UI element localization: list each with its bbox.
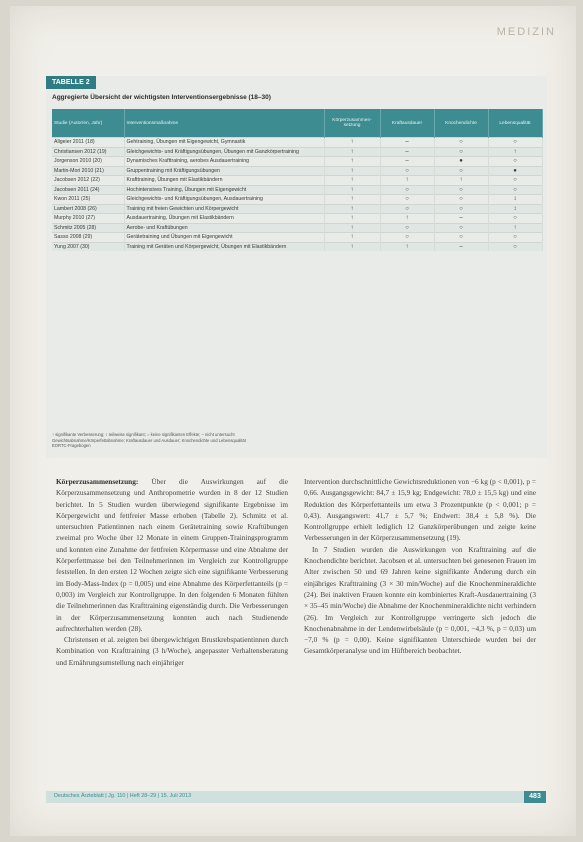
- result-cell: ↑: [324, 233, 380, 243]
- result-cell: ○: [488, 176, 542, 186]
- intervention-cell: Aerobe- und Kraftübungen: [124, 223, 324, 233]
- study-cell: Schmitz 2005 (28): [52, 223, 124, 233]
- table-label: TABELLE 2: [46, 76, 96, 89]
- footer-bar: [46, 791, 546, 803]
- paragraph: [304, 544, 536, 657]
- run-in-heading: Körperzusammensetzung:: [56, 477, 139, 486]
- paragraph: [56, 476, 288, 634]
- column-header: Knochendichte: [434, 109, 488, 138]
- result-cell: ↑: [380, 176, 434, 186]
- result-cell: –: [434, 242, 488, 251]
- paragraph-text: Christensen et al. zeigten bei übergewichtigen Brustkrebspatientinnen durch Kombination von Krafttraining (3 h/Woche), angepasster Verhaltensberatung und Ernährungsumstellung nach einjähriger: [56, 635, 288, 667]
- result-cell: –: [380, 147, 434, 157]
- result-cell: ○: [488, 138, 542, 148]
- study-cell: Kwon 2011 (25): [52, 195, 124, 205]
- intervention-cell: Gleichgewichts- und Kräftigungsübungen, Übungen mit Ganzkörpertraining: [124, 147, 324, 157]
- study-cell: Lambert 2008 (26): [52, 204, 124, 214]
- table-row: [52, 195, 542, 205]
- column-header: Kraftausdauer: [380, 109, 434, 138]
- result-cell: ●: [488, 166, 542, 176]
- column-header: Körperzusammen-setzung: [324, 109, 380, 138]
- study-cell: Jacobsen 2011 (24): [52, 185, 124, 195]
- intervention-cell: Ausdauertraining, Übungen mit Elastikbändern: [124, 214, 324, 224]
- result-cell: ↑: [380, 242, 434, 251]
- paragraph-text: Intervention durchschnittliche Gewichtsreduktionen von −6 kg (p < 0,001), p = 0,66. Ausgangsgewicht: 84,7 ± 15,9 kg; Endgewicht: 78,0 ± 15,5 kg) und eine Reduktion des Körperfettanteils um etwa 3 Prozentpunkte (p < 0,001; p = 0,43). Ausgangswert: 41,7 ± 5,7 %; Endwert: 38,4 ± 5,8 %). Die Kontrollgruppe erhielt lediglich 12 Ganzkörperübungen und zeigte keine Verbesserungen in der Körperzusammensetzung (19).: [304, 477, 536, 543]
- result-cell: ●: [434, 157, 488, 167]
- table-panel: [46, 76, 547, 458]
- table-row: [52, 185, 542, 195]
- table-body: [52, 138, 542, 252]
- footer-citation: Deutsches Ärzteblatt | Jg. 110 | Heft 28–29 | 15. Juli 2013: [54, 793, 192, 799]
- result-cell: ○: [488, 242, 542, 251]
- table-row: [52, 147, 542, 157]
- study-cell: Allgeier 2011 (18): [52, 138, 124, 148]
- column-header: Interventionsmaßnahme: [124, 109, 324, 138]
- table-row: [52, 242, 542, 251]
- legend-line: Gewichtsabnahme/Körperfettabnahme; Kraftausdauer und Ausdauer; Knochendichte und Lebensqualität: [52, 437, 246, 443]
- table-row: [52, 166, 542, 176]
- result-cell: ↑: [324, 195, 380, 205]
- table-row: [52, 214, 542, 224]
- result-cell: ○: [380, 195, 434, 205]
- result-cell: ○: [380, 185, 434, 195]
- paragraph: [304, 476, 536, 544]
- study-cell: Yung 2007 (30): [52, 242, 124, 251]
- result-cell: –: [380, 157, 434, 167]
- result-cell: ↕: [488, 195, 542, 205]
- result-cell: ○: [380, 233, 434, 243]
- result-cell: ↑: [324, 138, 380, 148]
- page-number: 483: [524, 791, 546, 803]
- intervention-cell: Gerätetraining und Übungen mit Eigengewicht: [124, 233, 324, 243]
- column-header: Lebensqualität: [488, 109, 542, 138]
- result-cell: ○: [434, 185, 488, 195]
- result-cell: –: [380, 138, 434, 148]
- study-cell: Sasso 2008 (29): [52, 233, 124, 243]
- legend-line: ↑ signifikante Verbesserung; ↕ teilweise signifikant; ○ keine signifikanten Effekte; – nicht untersucht: [52, 432, 235, 437]
- result-cell: ○: [434, 195, 488, 205]
- result-cell: ○: [380, 166, 434, 176]
- paragraph-text: Über die Auswirkungen auf die Körperzusammensetzung und Anthropometrie wurden in 8 der 12 Studien berichtet. In 5 Studien wurden überwiegend signifikante Ergebnisse im Körpergewicht und fettfreier Masse erhoben (Tabelle 2). Schmitz et al. untersuchten Patientinnen nach einem Gerätetraining sowie Kraftübungen zweimal pro Woche über 12 Monate in einem Gruppen-Trainingsprogramm und konnten eine Zunahme der fettfreien Körpermasse und eine Abnahme der Körperfettmasse bei den Teilnehmerinnen im Vergleich zur Kontrollgruppe feststellen. In den ersten 12 Wochen zeigte sich eine signifikante Verbesserung im Body-Mass-Index (p = 0,005) und eine Abnahme des Körperfettanteils (p = 0,003) im Vergleich zur Kontrollgruppe. In den folgenden 6 Monaten fühlten die Teilnehmerinnen das Krafttraining eigenständig durch. Die Verbesserungen in der Körperzusammensetzung konnten auch nach Studienende aufrechterhalten werden (28).: [56, 477, 288, 633]
- study-cell: Jorgenson 2010 (20): [52, 157, 124, 167]
- result-cell: ↑: [324, 204, 380, 214]
- legend-line: EORTC-Fragebogen: [52, 443, 91, 449]
- intervention-cell: Gehtraining, Übungen mit Eigengewicht, Gymnastik: [124, 138, 324, 148]
- result-cell: ↑: [324, 223, 380, 233]
- result-cell: ↑: [324, 214, 380, 224]
- study-cell: Christiansen 2012 (19): [52, 147, 124, 157]
- intervention-cell: Training mit freien Gewichten und Körpergewicht: [124, 204, 324, 214]
- study-cell: Martin-Mori 2010 (21): [52, 166, 124, 176]
- result-cell: ↑: [488, 223, 542, 233]
- intervention-cell: Dynamisches Krafttraining, aerobes Ausdauertraining: [124, 157, 324, 167]
- text-column-right: [304, 476, 536, 657]
- result-cell: ○: [434, 166, 488, 176]
- result-cell: ○: [380, 204, 434, 214]
- result-cell: ○: [434, 138, 488, 148]
- column-header: Studie (Autor/en, Jahr): [52, 109, 124, 138]
- text-column-left: [56, 476, 288, 668]
- table-caption: Aggregierte Übersicht der wichtigsten Interventionsergebnisse (18–30): [52, 94, 271, 101]
- document-page: [10, 6, 576, 836]
- table-row: [52, 138, 542, 148]
- table-header-row: [52, 109, 542, 138]
- result-cell: ○: [434, 147, 488, 157]
- result-cell: ↑: [324, 166, 380, 176]
- result-cell: ○: [434, 204, 488, 214]
- result-cell: ○: [488, 185, 542, 195]
- table-row: [52, 157, 542, 167]
- table-row: [52, 223, 542, 233]
- result-cell: ↑: [434, 176, 488, 186]
- result-cell: ↕: [488, 204, 542, 214]
- study-cell: Jacobsen 2012 (22): [52, 176, 124, 186]
- result-cell: ↑: [324, 242, 380, 251]
- result-cell: ○: [380, 223, 434, 233]
- paragraph: [56, 634, 288, 668]
- intervention-cell: Hochintensives Training, Übungen mit Eigengewicht: [124, 185, 324, 195]
- running-title: MEDIZIN: [496, 26, 556, 38]
- result-cell: ↑: [324, 176, 380, 186]
- result-cell: ↑: [488, 147, 542, 157]
- paragraph-text: In 7 Studien wurden die Auswirkungen von Krafttraining auf die Knochendichte berichtet. Jacobsen et al. untersuchten bei genesenen Frauen im Alter zwischen 50 und 69 Jahren keine signifikante Änderung durch ein einjähriges Krafttraining (3 × 30 min/Woche) auf die Knochenmineraldichte (24). Bei inaktiven Frauen konnte ein kombiniertes Kraft-Ausdauertraining (3 × 35–45 min/Woche) die Abnahme der Knochenmineraldichte nicht verhindern (26). Im Vergleich zur Kontrollgruppe verringerte sich jedoch die Knochenabnahme in der Lendenwirbelsäule (p = 0,001, −4,3 %, p = 0,03) um −7,0 % (p = 0,00). Keine signifikanten Unterschiede wurden bei der Gesamtkörperanalyse und im Hüftbereich beobachtet.: [304, 544, 536, 656]
- intervention-cell: Krafttraining, Übungen mit Elastikbändern: [124, 176, 324, 186]
- result-cell: ○: [488, 233, 542, 243]
- table-row: [52, 233, 542, 243]
- intervention-cell: Gruppentraining mit Kräftigungsübungen: [124, 166, 324, 176]
- table-row: [52, 176, 542, 186]
- result-cell: ○: [434, 233, 488, 243]
- table-legend: [52, 432, 542, 449]
- table-row: [52, 204, 542, 214]
- result-cell: ○: [434, 223, 488, 233]
- result-cell: ○: [488, 157, 542, 167]
- result-cell: ○: [488, 214, 542, 224]
- result-cell: ↑: [380, 214, 434, 224]
- intervention-cell: Gleichgewichts- und Kräftigungsübungen, Ausdauertraining: [124, 195, 324, 205]
- results-table: [52, 109, 543, 251]
- result-cell: ↑: [324, 157, 380, 167]
- result-cell: ↑: [324, 185, 380, 195]
- intervention-cell: Training mit Geräten und Körpergewicht, Übungen mit Elastikbändern: [124, 242, 324, 251]
- study-cell: Murphy 2010 (27): [52, 214, 124, 224]
- result-cell: ↑: [324, 147, 380, 157]
- result-cell: –: [434, 214, 488, 224]
